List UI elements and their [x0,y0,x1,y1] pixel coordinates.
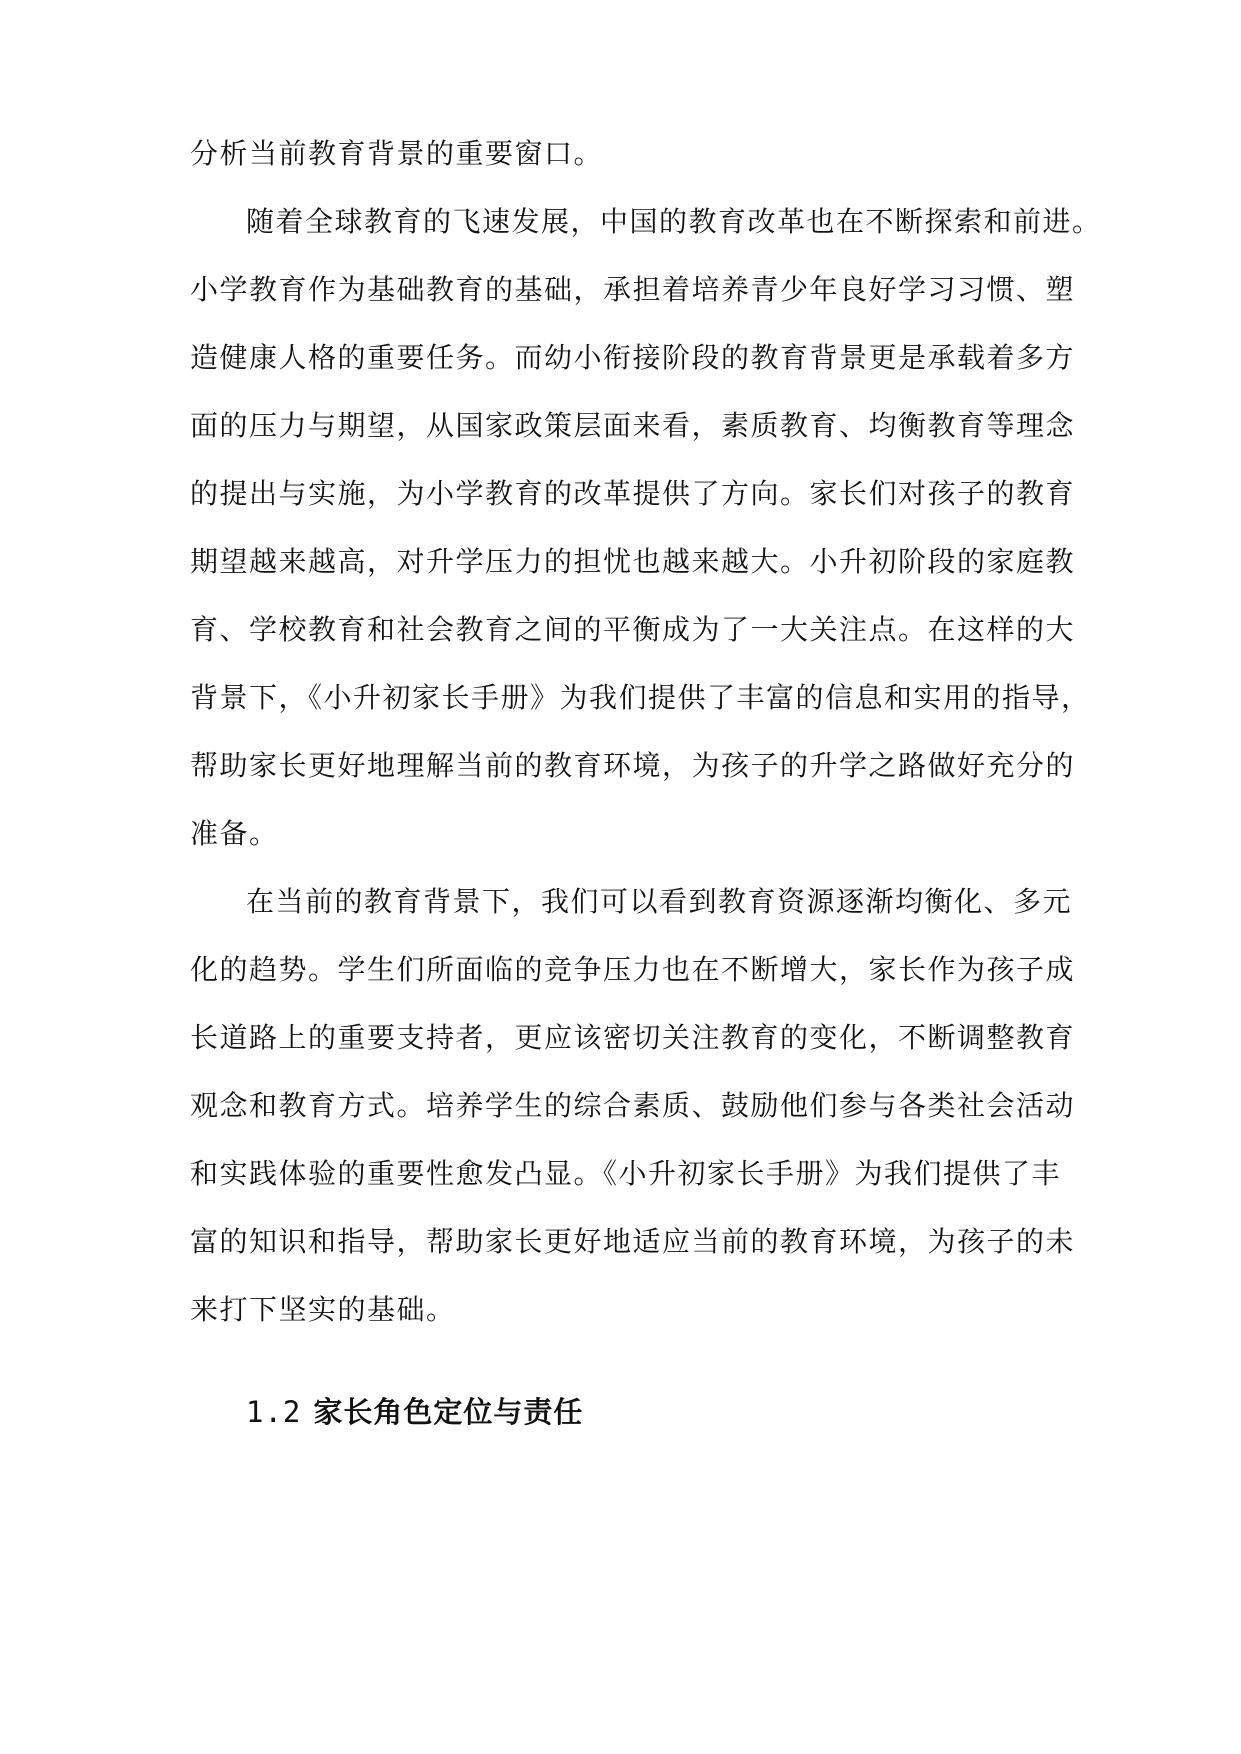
paragraph-3-line-4: 观念和教育方式。培养学生的综合素质、鼓励他们参与各类社会活动 [190,1089,1076,1122]
paragraph-3-line-7: 来打下坚实的基础。 [190,1293,456,1326]
paragraph-2-line-3: 造健康人格的重要任务。而幼小衔接阶段的教育背景更是承载着多方 [190,341,1076,374]
paragraph-3-line-3: 长道路上的重要支持者，更应该密切关注教育的变化，不断调整教育 [190,1021,1076,1054]
paragraph-2-line-5: 的提出与实施，为小学教育的改革提供了方向。家长们对孩子的教育 [190,477,1076,510]
paragraph-3-line-6: 富的知识和指导，帮助家长更好地适应当前的教育环境，为孩子的未 [190,1225,1076,1258]
paragraph-3-line-1: 在当前的教育背景下，我们可以看到教育资源逐渐均衡化、多元 [246,885,1073,918]
paragraph-2-line-10: 准备。 [190,817,279,850]
paragraph-2-line-4: 面的压力与期望，从国家政策层面来看，素质教育、均衡教育等理念 [190,409,1076,442]
paragraph-2-line-1: 随着全球教育的飞速发展，中国的教育改革也在不断探索和前进。 [246,205,1102,238]
paragraph-2-line-6: 期望越来越高，对升学压力的担忧也越来越大。小升初阶段的家庭教 [190,545,1076,578]
section-number: 1.2 [246,1395,302,1429]
paragraph-2-line-2: 小学教育作为基础教育的基础，承担着培养青少年良好学习习惯、塑 [190,273,1076,306]
paragraph-2-line-9: 帮助家长更好地理解当前的教育环境，为孩子的升学之路做好充分的 [190,749,1076,782]
paragraph-3-line-2: 化的趋势。学生们所面临的竞争压力也在不断增大，家长作为孩子成 [190,953,1076,986]
section-title: 家长角色定位与责任 [313,1395,584,1429]
section-heading [246,1392,583,1432]
paragraph-1-line-1: 分析当前教育背景的重要窗口。 [190,137,604,170]
paragraph-2-line-7: 育、学校教育和社会教育之间的平衡成为了一大关注点。在这样的大 [190,613,1076,646]
paragraph-2-line-8: 背景下，《小升初家长手册》为我们提供了丰富的信息和实用的指导， [190,681,1091,714]
paragraph-3-line-5: 和实践体验的重要性愈发凸显。《小升初家长手册》为我们提供了丰 [190,1157,1062,1190]
